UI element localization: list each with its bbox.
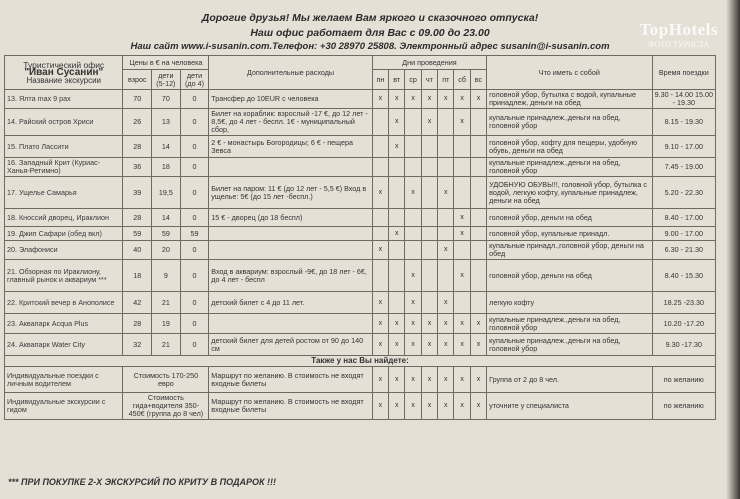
day-mark xyxy=(421,136,437,158)
price-child-under4: 0 xyxy=(180,158,209,177)
day-mark: x xyxy=(405,292,421,314)
excursion-name: 21. Обзорная по Ираклиону, главный рынок и аквариум *** xyxy=(5,260,123,292)
day-mark xyxy=(372,260,388,292)
day-mark xyxy=(389,260,405,292)
day-mark: x xyxy=(454,367,470,393)
price-child-5-12: 21 xyxy=(152,292,181,314)
price-child-5-12: 14 xyxy=(152,136,181,158)
excursion-name: 13. Ялта max 9 pax xyxy=(5,90,123,109)
day-mark: x xyxy=(389,227,405,241)
excursion-name-header: Название экскурсии xyxy=(26,75,101,85)
day-mark xyxy=(421,227,437,241)
price-adult: 32 xyxy=(123,334,152,356)
trip-time: 18.25 -23.30 xyxy=(652,292,715,314)
price-child-5-12: 21 xyxy=(152,334,181,356)
day-mark xyxy=(405,227,421,241)
day-mark: x xyxy=(454,90,470,109)
day-mark xyxy=(454,177,470,209)
excursion-table xyxy=(4,55,716,420)
day-mark: x xyxy=(470,367,486,393)
day-mark xyxy=(421,209,437,227)
price-child-5-12: 14 xyxy=(152,209,181,227)
excursion-row xyxy=(5,241,716,260)
price-child-under4: 0 xyxy=(180,209,209,227)
day-mark xyxy=(470,136,486,158)
trip-time: 9.30 -17.30 xyxy=(652,334,715,356)
price-adult: 70 xyxy=(123,90,152,109)
day-header: вт xyxy=(389,70,405,90)
take-with: головной убор, деньги на обед xyxy=(487,209,652,227)
extra-costs: детский билет для детей ростом от 90 до 140 см xyxy=(209,334,372,356)
day-header: пн xyxy=(372,70,388,90)
day-mark: x xyxy=(372,334,388,356)
day-mark xyxy=(389,241,405,260)
take-with: купальные принадлеж.,деньги на обед, головной убор xyxy=(487,158,652,177)
day-mark xyxy=(470,209,486,227)
day-mark: x xyxy=(421,314,437,334)
extra-costs xyxy=(209,158,372,177)
day-header: вс xyxy=(470,70,486,90)
greeting-line: Дорогие друзья! Мы желаем Вам яркого и сказочного отпуска! xyxy=(201,12,539,24)
extra-costs: Трансфер до 10EUR с человека xyxy=(209,90,372,109)
day-mark xyxy=(389,292,405,314)
promo-footer: *** ПРИ ПОКУПКЕ 2-Х ЭКСКУРСИЙ ПО КРИТУ В ПОДАРОК !!! xyxy=(8,477,276,487)
day-mark: x xyxy=(421,334,437,356)
day-mark xyxy=(438,136,454,158)
day-mark: x xyxy=(372,241,388,260)
price-child-under4-header: дети (до 4) xyxy=(180,70,209,90)
take-with: купальные принадлеж.,деньги на обед, головной убор xyxy=(487,334,652,356)
trip-time: 10.20 -17.20 xyxy=(652,314,715,334)
excursion-name: 22. Критский вечер в Анополисе xyxy=(5,292,123,314)
trip-time: 8.40 - 17.00 xyxy=(652,209,715,227)
day-mark: x xyxy=(454,109,470,136)
price-child-5-12: 19,5 xyxy=(152,177,181,209)
extra-costs: 2 € - монастырь Богородицы; 6 € - пещера Зевса xyxy=(209,136,372,158)
day-mark: x xyxy=(372,314,388,334)
price-child-under4: 0 xyxy=(180,136,209,158)
excursion-name: 24. Аквапарк Water City xyxy=(5,334,123,356)
take-with: головной убор, бутылка с водой, купальные принадлеж, деньги на обед xyxy=(487,90,652,109)
excursion-name: 14. Райский остров Хриси xyxy=(5,109,123,136)
service-name: Индивидуальные поездки с личным водителем xyxy=(5,367,123,393)
trip-time-header: Время поездки xyxy=(652,56,715,90)
day-mark: x xyxy=(454,334,470,356)
excursion-row xyxy=(5,227,716,241)
trip-time: 5.20 - 22.30 xyxy=(652,177,715,209)
extra-costs xyxy=(209,241,372,260)
excursion-row xyxy=(5,209,716,227)
extra-costs: 15 € - дворец (до 18 беспл) xyxy=(209,209,372,227)
take-with: головной убор, деньги на обед xyxy=(487,260,652,292)
price-adult: 42 xyxy=(123,292,152,314)
day-mark xyxy=(405,241,421,260)
day-mark: x xyxy=(421,90,437,109)
extra-costs-header: Дополнительные расходы xyxy=(209,56,372,90)
take-with: купальные принадлеж.,деньги на обед, головной убор xyxy=(487,314,652,334)
excursion-name: 16. Западный Крит (Куриас-Ханья-Ретимно) xyxy=(5,158,123,177)
take-with: купальные принадл.,головной убор, деньги на обед xyxy=(487,241,652,260)
price-adult: 28 xyxy=(123,314,152,334)
service-row xyxy=(5,393,716,420)
price-adult: 36 xyxy=(123,158,152,177)
price-child-under4: 0 xyxy=(180,260,209,292)
service-details: Маршрут по желанию. В стоимость не входят входные билеты xyxy=(209,367,372,393)
price-child-5-12: 18 xyxy=(152,158,181,177)
office-name: "Иван Сусанин" xyxy=(24,66,104,78)
day-mark xyxy=(470,227,486,241)
day-header: пт xyxy=(438,70,454,90)
extra-costs: детский билет с 4 до 11 лет. xyxy=(209,292,372,314)
price-header: Цены в € на человека xyxy=(123,56,209,70)
day-mark: x xyxy=(389,314,405,334)
take-with-header: Что иметь с собой xyxy=(487,56,652,90)
price-adult: 18 xyxy=(123,260,152,292)
day-mark: x xyxy=(405,314,421,334)
day-mark: x xyxy=(389,393,405,420)
trip-time: 9.00 - 17.00 xyxy=(652,227,715,241)
service-row xyxy=(5,367,716,393)
service-time: по желанию xyxy=(652,393,715,420)
price-child-5-12: 13 xyxy=(152,109,181,136)
excursion-name: 19. Джип Сафари (обед вкл) xyxy=(5,227,123,241)
service-note: уточните у специалиста xyxy=(487,393,652,420)
day-mark: x xyxy=(389,334,405,356)
day-mark: x xyxy=(438,367,454,393)
day-header: ср xyxy=(405,70,421,90)
price-child-5-12: 59 xyxy=(152,227,181,241)
take-with: головной убор, купальные принадл. xyxy=(487,227,652,241)
trip-time: 7.45 - 19.00 xyxy=(652,158,715,177)
day-mark xyxy=(454,136,470,158)
day-mark: x xyxy=(372,292,388,314)
price-child-under4: 0 xyxy=(180,334,209,356)
service-note: Группа от 2 до 8 чел. xyxy=(487,367,652,393)
price-adult: 28 xyxy=(123,136,152,158)
service-time: по желанию xyxy=(652,367,715,393)
excursion-row xyxy=(5,177,716,209)
day-mark: x xyxy=(438,177,454,209)
day-mark xyxy=(421,241,437,260)
day-mark: x xyxy=(405,367,421,393)
day-mark xyxy=(470,241,486,260)
price-child-5-12: 19 xyxy=(152,314,181,334)
day-mark: x xyxy=(438,334,454,356)
day-mark: x xyxy=(454,209,470,227)
excursion-row xyxy=(5,292,716,314)
day-mark xyxy=(438,260,454,292)
price-child-5-12: 20 xyxy=(152,241,181,260)
day-mark: x xyxy=(389,136,405,158)
service-price: Стоимость 170-250 евро xyxy=(123,367,209,393)
day-mark: x xyxy=(421,109,437,136)
day-mark xyxy=(470,260,486,292)
day-mark xyxy=(372,109,388,136)
excursion-row xyxy=(5,136,716,158)
day-mark xyxy=(454,292,470,314)
price-child-under4: 0 xyxy=(180,292,209,314)
excursion-row xyxy=(5,260,716,292)
excursion-row xyxy=(5,90,716,109)
price-adult: 39 xyxy=(123,177,152,209)
excursion-name: 18. Кноссий дворец, Ираклион xyxy=(5,209,123,227)
day-mark xyxy=(454,241,470,260)
day-mark xyxy=(421,177,437,209)
day-mark: x xyxy=(372,90,388,109)
page-edge-shadow xyxy=(726,0,740,499)
trip-time: 6.30 - 21.30 xyxy=(652,241,715,260)
day-mark xyxy=(470,109,486,136)
take-with: купальные принадлеж.,деньги на обед, головной убор xyxy=(487,109,652,136)
service-name: Индивидуальные экскурсии с гидом xyxy=(5,393,123,420)
day-mark: x xyxy=(470,334,486,356)
day-mark: x xyxy=(454,260,470,292)
day-mark xyxy=(421,158,437,177)
trip-time: 8.15 - 19.30 xyxy=(652,109,715,136)
price-child-5-12: 9 xyxy=(152,260,181,292)
extra-costs: Вход в аквариум: взрослый -9€, до 18 лет - 6€, до 4 лет - беспл xyxy=(209,260,372,292)
price-adult: 28 xyxy=(123,209,152,227)
excursion-row xyxy=(5,334,716,356)
excursion-name: 15. Плато Лассити xyxy=(5,136,123,158)
price-child-5-12-header: дети (5-12) xyxy=(152,70,181,90)
day-mark xyxy=(405,109,421,136)
day-mark: x xyxy=(405,177,421,209)
day-header: чт xyxy=(421,70,437,90)
price-adult: 26 xyxy=(123,109,152,136)
day-mark: x xyxy=(438,241,454,260)
trip-time: 9.30 - 14.00 15.00 - 19.30 xyxy=(652,90,715,109)
day-mark xyxy=(470,177,486,209)
day-mark: x xyxy=(438,393,454,420)
day-mark xyxy=(438,109,454,136)
day-mark: x xyxy=(372,367,388,393)
service-price: Стоимость гида+водителя 350-450€ (группа до 8 чел) xyxy=(123,393,209,420)
day-mark xyxy=(372,136,388,158)
day-mark: x xyxy=(438,292,454,314)
day-mark: x xyxy=(438,314,454,334)
day-mark xyxy=(421,260,437,292)
day-mark xyxy=(438,158,454,177)
day-mark: x xyxy=(389,109,405,136)
excursion-row xyxy=(5,109,716,136)
extra-costs: Билет на кораблик: взрослый -17 €, до 12 лет - 8,5€, до 4 лет - беспл. 1€ - муниципальный сбор, xyxy=(209,109,372,136)
day-mark: x xyxy=(454,393,470,420)
price-child-under4: 59 xyxy=(180,227,209,241)
day-mark xyxy=(454,158,470,177)
day-mark xyxy=(372,209,388,227)
excursion-name: 23. Аквапарк Acqua Plus xyxy=(5,314,123,334)
day-mark xyxy=(372,227,388,241)
day-mark xyxy=(470,158,486,177)
day-mark: x xyxy=(454,227,470,241)
day-mark: x xyxy=(372,393,388,420)
days-header: Дни проведения xyxy=(372,56,486,70)
day-header: сб xyxy=(454,70,470,90)
take-with: УДОБНУЮ ОБУВЬ!!!, головной убор, бутылка с водой, легкую кофту, купальные принадлеж, деньги на обед xyxy=(487,177,652,209)
excursion-name: 20. Элафониси xyxy=(5,241,123,260)
price-child-under4: 0 xyxy=(180,241,209,260)
day-mark: x xyxy=(405,90,421,109)
price-adult: 40 xyxy=(123,241,152,260)
office-title: Туристический офис xyxy=(23,59,105,70)
price-adult-header: взрос xyxy=(123,70,152,90)
day-mark: x xyxy=(470,393,486,420)
watermark-subtext: ФОТО ТУРИСТА xyxy=(648,40,710,49)
office-hours-line: Наш офис работает для Вас с 09.00 до 23.00 xyxy=(250,27,490,39)
trip-time: 8.40 - 15.30 xyxy=(652,260,715,292)
day-mark: x xyxy=(454,314,470,334)
day-mark xyxy=(405,136,421,158)
contacts-line: Наш сайт www.i-susanin.com.Телефон: +30 28970 25808. Электронный адрес susanin@i-susanin.com xyxy=(130,41,610,52)
extra-costs xyxy=(209,314,372,334)
section-title: Также у нас Вы найдете: xyxy=(5,356,716,367)
excursion-row xyxy=(5,158,716,177)
day-mark xyxy=(405,209,421,227)
day-mark: x xyxy=(405,334,421,356)
day-mark: x xyxy=(421,367,437,393)
take-with: легкую кофту xyxy=(487,292,652,314)
extra-costs xyxy=(209,227,372,241)
day-mark xyxy=(372,158,388,177)
service-details: Маршрут по желанию. В стоимость не входят входные билеты xyxy=(209,393,372,420)
day-mark xyxy=(389,158,405,177)
excursion-name: 17. Ущелье Самарья xyxy=(5,177,123,209)
watermark-logo xyxy=(639,20,718,49)
price-child-5-12: 70 xyxy=(152,90,181,109)
day-mark: x xyxy=(405,393,421,420)
day-mark: x xyxy=(421,393,437,420)
day-mark xyxy=(389,209,405,227)
day-mark: x xyxy=(372,177,388,209)
day-mark: x xyxy=(389,90,405,109)
price-child-under4: 0 xyxy=(180,90,209,109)
day-mark xyxy=(421,292,437,314)
day-mark xyxy=(438,209,454,227)
excursion-row xyxy=(5,314,716,334)
day-mark: x xyxy=(405,260,421,292)
day-mark: x xyxy=(438,90,454,109)
price-child-under4: 0 xyxy=(180,314,209,334)
office-header-cell xyxy=(5,56,123,90)
watermark-text: TopHotels xyxy=(639,20,718,39)
price-child-under4: 0 xyxy=(180,177,209,209)
price-adult: 59 xyxy=(123,227,152,241)
day-mark xyxy=(438,227,454,241)
day-mark xyxy=(405,158,421,177)
extra-costs: Билет на паром: 11 € (до 12 лет - 5,5 €) Вход в ущелье: 5€ (до 15 лет -беспл.) xyxy=(209,177,372,209)
day-mark: x xyxy=(389,367,405,393)
price-child-under4: 0 xyxy=(180,109,209,136)
day-mark: x xyxy=(470,314,486,334)
trip-time: 9.10 - 17.00 xyxy=(652,136,715,158)
take-with: головной убор, кофту для пещеры, удобную обувь, деньги на обед xyxy=(487,136,652,158)
day-mark xyxy=(389,177,405,209)
day-mark xyxy=(470,292,486,314)
day-mark: x xyxy=(470,90,486,109)
